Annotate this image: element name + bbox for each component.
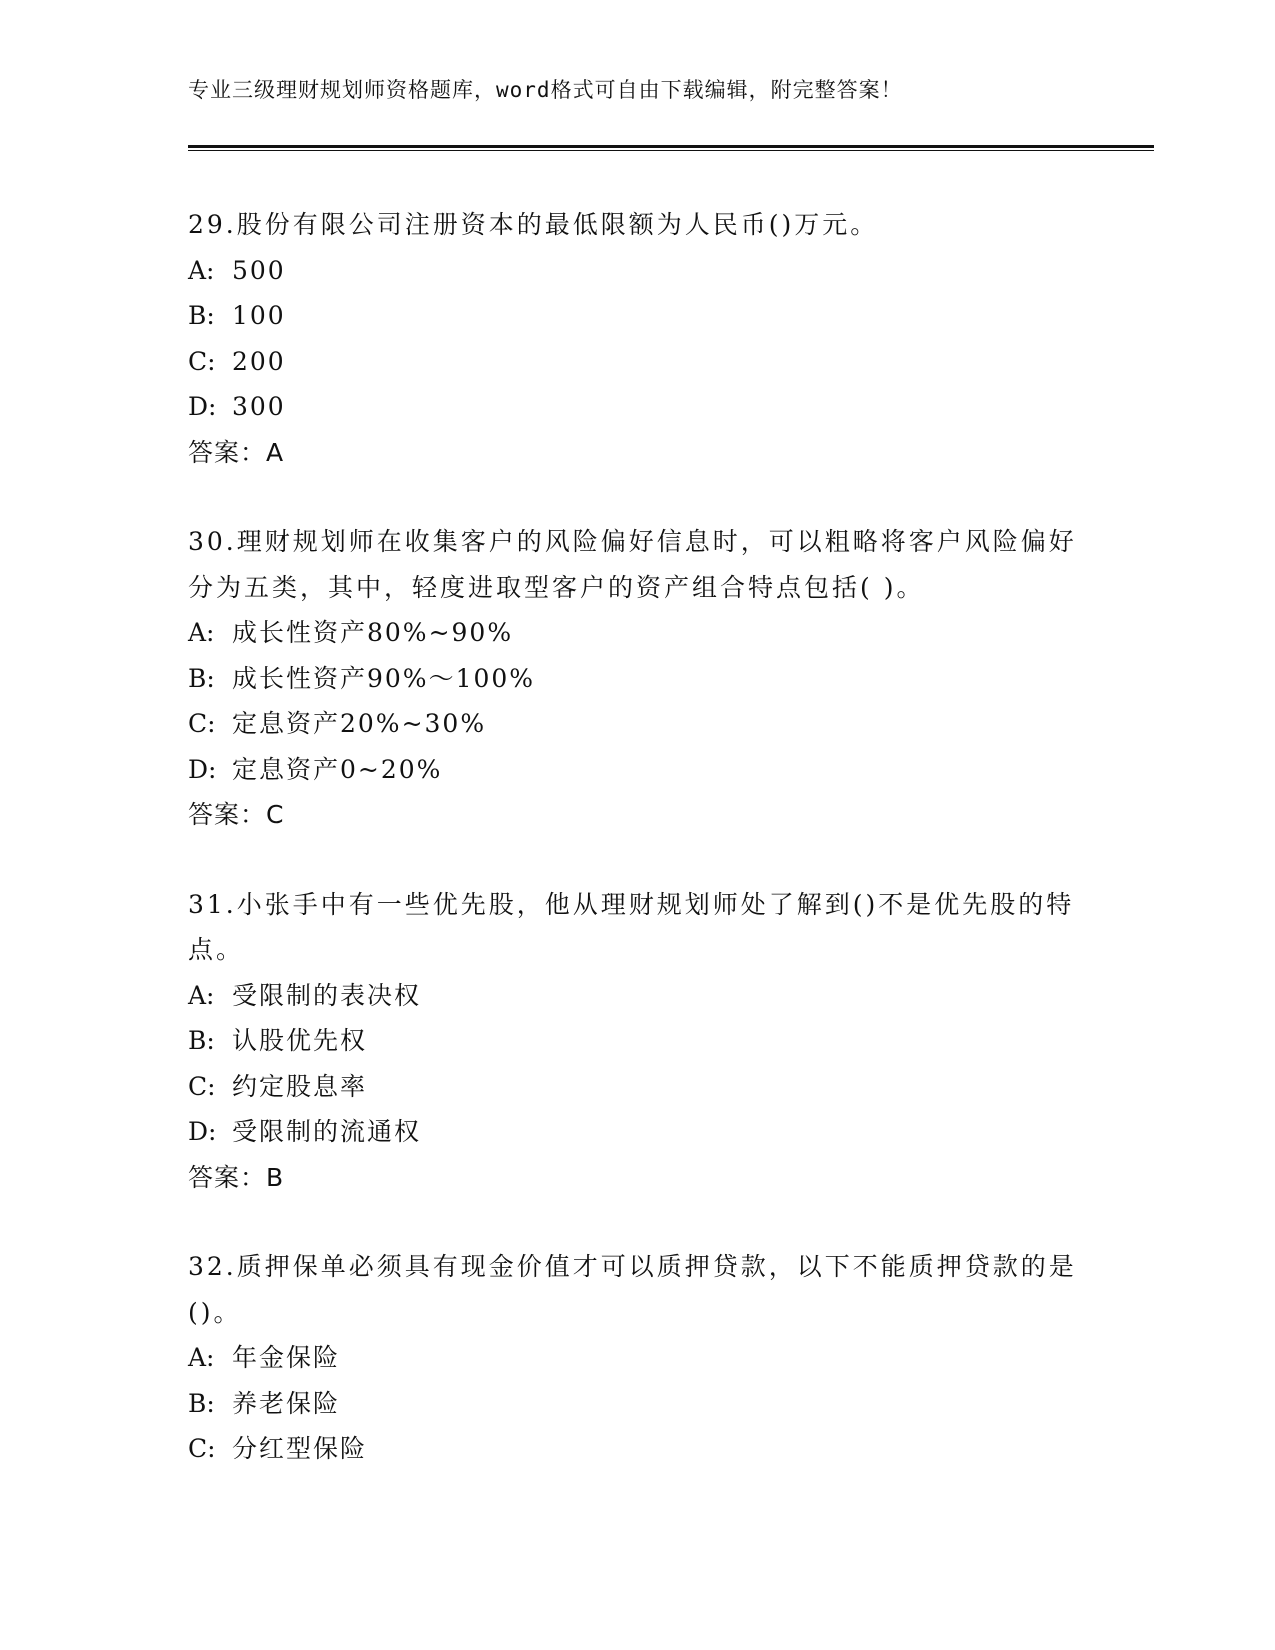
page-header: 专业三级理财规划师资格题库，word格式可自由下载编辑，附完整答案！	[188, 78, 903, 102]
question-29	[188, 202, 1088, 475]
option-key: A:	[188, 255, 215, 285]
option-a	[188, 248, 1088, 294]
option-value: 受限制的流通权	[232, 1117, 422, 1146]
question-30	[188, 519, 1088, 838]
option-value: 300	[232, 392, 286, 421]
option-c	[188, 701, 1088, 747]
option-key: B:	[188, 1026, 215, 1055]
option-b	[188, 293, 1088, 339]
option-value: 分红型保险	[232, 1434, 368, 1463]
option-key: B:	[188, 1388, 215, 1418]
option-d	[188, 384, 1088, 430]
option-value: 受限制的表决权	[232, 980, 422, 1010]
option-key: C:	[188, 709, 216, 738]
option-b	[188, 1381, 1088, 1427]
option-c	[188, 339, 1088, 385]
answer: 答案：A	[188, 437, 285, 467]
option-value: 定息资产20%~30%	[232, 709, 487, 738]
question-text: 32.质押保单必须具有现金价值才可以质押贷款，以下不能质押贷款的是()。	[188, 1252, 1077, 1327]
header-rule-thick	[188, 145, 1154, 148]
option-a	[188, 610, 1088, 656]
option-b	[188, 656, 1088, 702]
answer: 答案：B	[188, 1162, 285, 1192]
option-value: 200	[232, 346, 286, 376]
option-value: 成长性资产80%~90%	[232, 618, 514, 647]
question-text: 31.小张手中有一些优先股，他从理财规划师处了解到()不是优先股的特点。	[188, 889, 1075, 964]
option-key: C:	[188, 346, 216, 376]
option-value: 定息资产0~20%	[232, 754, 443, 784]
option-key: D:	[188, 392, 217, 421]
option-key: A:	[188, 1343, 215, 1372]
option-value: 年金保险	[232, 1343, 341, 1372]
option-value: 养老保险	[232, 1388, 341, 1418]
option-value: 100	[232, 301, 286, 330]
option-key: B:	[188, 301, 215, 330]
option-c	[188, 1426, 1088, 1472]
option-key: A:	[188, 980, 215, 1010]
option-d	[188, 1109, 1088, 1155]
answer: 答案：C	[188, 800, 285, 829]
option-key: D:	[188, 754, 217, 784]
question-text: 29.股份有限公司注册资本的最低限额为人民币()万元。	[188, 210, 879, 239]
question-list	[188, 202, 1088, 1516]
option-key: A:	[188, 618, 215, 647]
option-value: 认股优先权	[232, 1026, 368, 1055]
question-32	[188, 1244, 1088, 1472]
option-value: 约定股息率	[232, 1071, 368, 1101]
option-d	[188, 747, 1088, 793]
option-key: D:	[188, 1117, 217, 1146]
option-value: 500	[232, 255, 286, 285]
option-a	[188, 1335, 1088, 1381]
question-31	[188, 882, 1088, 1201]
header-rule-thin	[188, 150, 1154, 151]
option-key: C:	[188, 1434, 216, 1463]
option-b	[188, 1018, 1088, 1064]
option-key: C:	[188, 1071, 216, 1101]
option-key: B:	[188, 663, 215, 693]
option-value: 成长性资产90%～100%	[232, 663, 536, 693]
question-text: 30.理财规划师在收集客户的风险偏好信息时，可以粗略将客户风险偏好分为五类，其中，轻度进取型客户的资产组合特点包括( )。	[188, 527, 1077, 602]
option-c	[188, 1064, 1088, 1110]
option-a	[188, 973, 1088, 1019]
